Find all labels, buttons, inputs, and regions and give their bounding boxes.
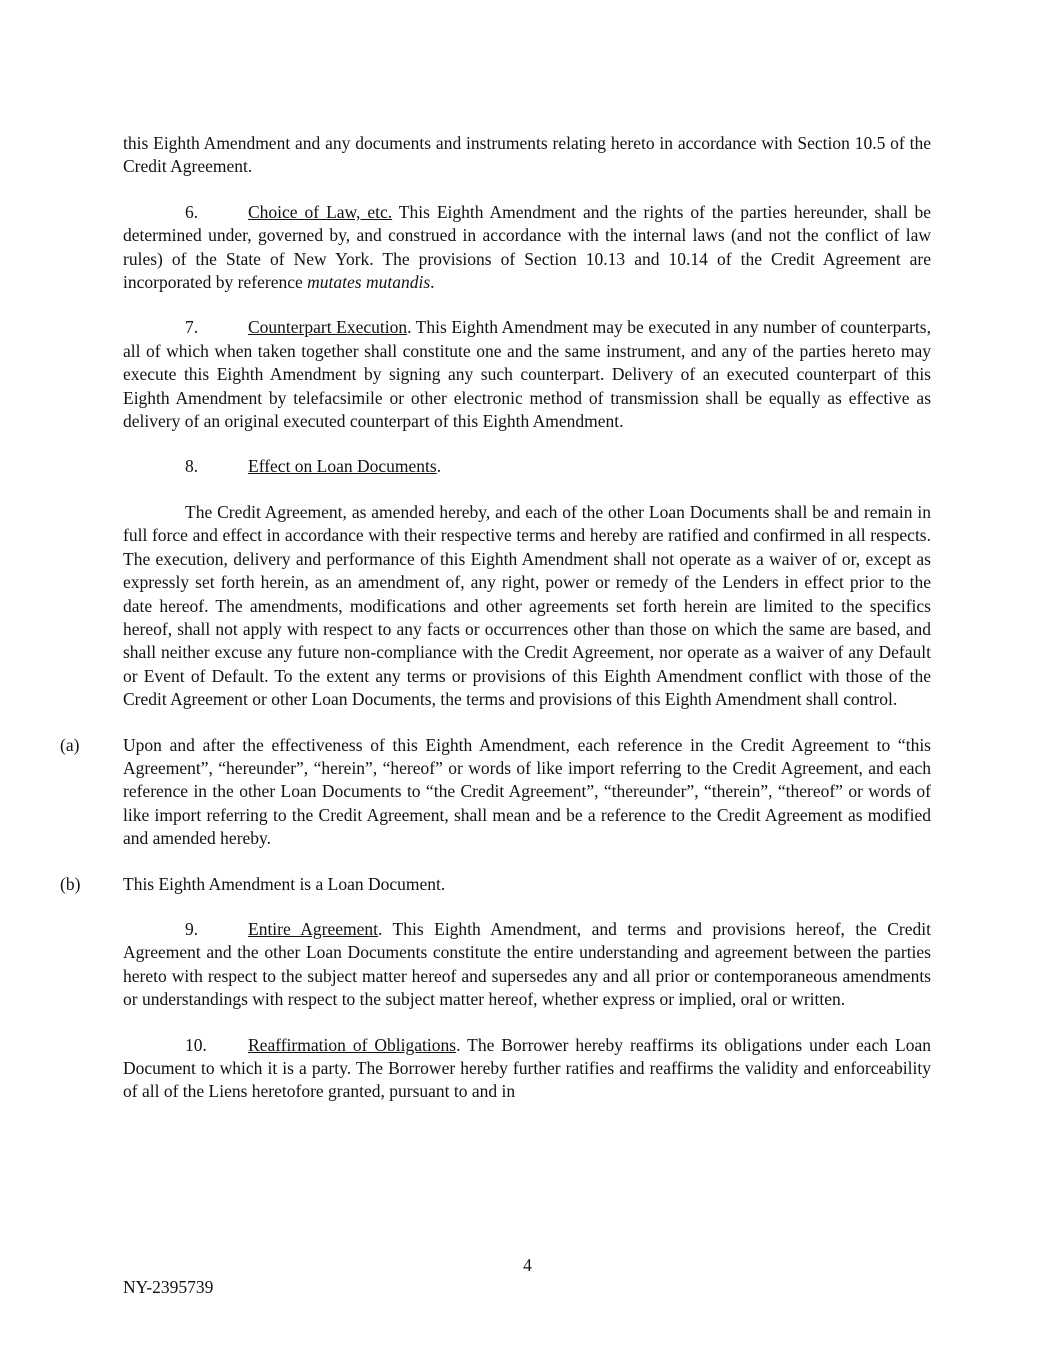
paragraph-text: . The Borrower hereby reaffirms its obligations under each Loan Document to which it is a party. The Borrower hereby further ratifies and reaffirms the validity and enforceability of all of the Liens heretofore granted, pursuant to and in (123, 1034, 931, 1102)
section-9-paragraph (123, 918, 931, 1012)
section-8-body-paragraph (123, 501, 931, 712)
section-number: 9. (185, 918, 199, 939)
subsection-a-paragraph (60, 734, 931, 851)
section-heading: Effect on Loan Documents (248, 456, 437, 477)
subsection-b-paragraph (60, 873, 931, 896)
section-heading: Choice of Law, etc. (248, 201, 393, 222)
section-10-paragraph (123, 1034, 931, 1104)
paragraph-text: . This Eighth Amendment, and terms and provisions hereof, the Credit Agreement and the other Loan Documents constitute the entire understanding and agreement between the parties hereto with respect to the subject matter hereof and supersedes any and all prior or contemporaneous amendments or understandings with respect to the subject matter hereof, whether express or implied, oral or written. (123, 918, 931, 1010)
continuation-paragraph (123, 132, 931, 179)
section-number: 6. (185, 201, 199, 222)
list-marker: (a) (60, 734, 80, 755)
paragraph-text: . (436, 456, 442, 477)
document-body (60, 132, 931, 1126)
paragraph-text: this Eighth Amendment and any documents and instruments relating hereto in accordance with Section 10.5 of the Credit Agreement. (123, 133, 931, 177)
list-marker: (b) (60, 873, 81, 894)
latin-phrase: mutates mutandis (307, 272, 431, 293)
section-number: 7. (185, 317, 199, 338)
section-number: 10. (185, 1034, 207, 1055)
paragraph-text: This Eighth Amendment and the rights of the parties hereunder, shall be determined under, governed by, and construed in accordance with the internal laws (and not the conflict of law rules) of the State of New York. The provisions of Section 10.13 and 10.14 of the Credit Agreement are incorporated by reference (123, 201, 931, 293)
section-7-paragraph (123, 316, 931, 433)
paragraph-text: This Eighth Amendment is a Loan Document. (123, 873, 446, 894)
paragraph-text: Upon and after the effectiveness of this Eighth Amendment, each reference in the Credit Agreement to “this Agreement”, “hereunder”, “herein”, “hereof” or words of like import referring to the Credit Agreement, and each reference in the other Loan Documents to “the Credit Agreement”, “thereunder”, “therein”, “thereof” or words of like import referring to the Credit Agreement, shall mean and be a reference to the Credit Agreement as modified and amended hereby. (123, 734, 931, 849)
section-heading: Entire Agreement (248, 918, 379, 939)
page-number: 4 (523, 1255, 532, 1275)
document-id: NY-2395739 (123, 1277, 214, 1297)
section-heading: Reaffirmation of Obligations (248, 1034, 457, 1055)
section-heading: Counterpart Execution (248, 317, 408, 338)
section-6-paragraph (123, 201, 931, 295)
paragraph-text: The Credit Agreement, as amended hereby, and each of the other Loan Documents shall be and remain in full force and effect in accordance with their respective terms and hereby are ratified and confirmed in all respects. The execution, delivery and performance of this Eighth Amendment shall not operate as a waiver of or, except as expressly set forth herein, as an amendment of, any right, power or remedy of the Lenders in effect prior to the date hereof. The amendments, modifications and other agreements set forth herein are limited to the specifics hereof, shall not apply with respect to any facts or occurrences other than those on which the same are based, and shall neither excuse any future non-compliance with the Credit Agreement, nor operate as a waiver of any Default or Event of Default. To the extent any terms or provisions of this Eighth Amendment conflict with those of the Credit Agreement or other Loan Documents, the terms and provisions of this Eighth Amendment shall control. (123, 501, 931, 710)
paragraph-text: . (430, 272, 435, 293)
paragraph-text: . This Eighth Amendment may be executed in any number of counterparts, all of which when taken together shall constitute one and the same instrument, and any of the parties hereto may execute this Eighth Amendment by signing any such counterpart. Delivery of an executed counterpart of this Eighth Amendment by telefacsimile or other electronic method of transmission shall be equally as effective as delivery of an original executed counterpart of this Eighth Amendment. (123, 317, 931, 432)
section-number: 8. (185, 456, 199, 477)
section-8-heading-paragraph (123, 455, 931, 478)
